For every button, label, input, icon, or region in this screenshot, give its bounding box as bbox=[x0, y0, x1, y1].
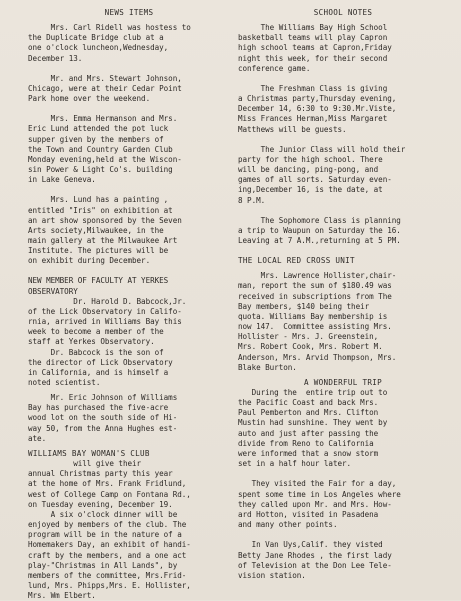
text-line: Betty Jane Rhodes , the first lady bbox=[238, 550, 392, 560]
text-line: The Williams Bay High School bbox=[238, 23, 388, 33]
news-item bbox=[238, 145, 448, 206]
text-line: Monday evening,held at the Wiscon- bbox=[28, 154, 182, 164]
news-item bbox=[238, 216, 448, 246]
text-line: games of all sorts. Saturday even- bbox=[238, 175, 392, 185]
text-line: quota. Williams Bay membership is bbox=[238, 311, 388, 321]
text-line: main gallery at the Milwaukee Art bbox=[28, 235, 178, 245]
text-line: at the home of Mrs. Frank Fridlund, bbox=[28, 479, 187, 489]
text-line: play-"Christmas in All Lands", by bbox=[28, 560, 178, 570]
red-cross-article bbox=[238, 271, 448, 373]
text-line bbox=[238, 530, 448, 540]
text-line: ate. bbox=[28, 433, 47, 443]
text-line: and many other points. bbox=[238, 520, 338, 530]
text-line: a trip to Waupun on Saturday the 16. bbox=[238, 225, 401, 235]
text-line: were informed that a snow storm bbox=[238, 448, 379, 458]
wonderful-trip-heading: A WONDERFUL TRIP bbox=[304, 377, 382, 387]
text-line: will give their bbox=[28, 459, 142, 469]
text-line: Mr. Eric Johnson of Williams bbox=[28, 393, 178, 403]
school-notes-column bbox=[238, 8, 448, 581]
text-line: Bay has purchased the five-acre bbox=[28, 403, 169, 413]
text-line: The Junior Class will hold their bbox=[238, 144, 406, 154]
text-line: conference game. bbox=[238, 63, 311, 73]
text-line: the director of Lick Observatory bbox=[28, 357, 173, 367]
text-line: basketball teams will play Capron bbox=[238, 33, 388, 43]
text-line: Mustin had sunshine. They went by bbox=[238, 418, 388, 428]
johnson-woodlot-article bbox=[28, 393, 230, 444]
text-line: vision station. bbox=[238, 570, 306, 580]
text-line: of Television at the Don Lee Tele- bbox=[238, 560, 392, 570]
text-line: on exhibit during December. bbox=[28, 256, 151, 266]
text-line: auto and just after passing the bbox=[238, 428, 379, 438]
text-line: an art show sponsored by the Seven bbox=[28, 215, 182, 225]
text-line: man, report the sum of $180.49 was bbox=[238, 281, 392, 291]
text-line: night this week, for their second bbox=[238, 53, 388, 63]
text-line: Hollister - Mrs. J. Greenstein, bbox=[238, 332, 379, 342]
text-line: staff at Yerkes Observatory. bbox=[28, 337, 155, 347]
text-line: craft by the members, and a one act bbox=[28, 550, 187, 560]
text-line: the Pacific Coast and back Mrs. bbox=[238, 398, 379, 408]
text-line: Dr. Harold D. Babcock,Jr. bbox=[28, 296, 187, 306]
text-line: During the entire trip out to bbox=[238, 388, 388, 397]
text-line: high school teams at Capron,Friday bbox=[238, 43, 392, 53]
text-line: The Sophomore Class is planning bbox=[238, 215, 401, 225]
text-line: 8 P.M. bbox=[238, 195, 266, 205]
text-line: A six o'clock dinner will be bbox=[28, 509, 178, 519]
text-line: week to become a member of the bbox=[28, 327, 164, 337]
text-line: party for the high school. There bbox=[238, 154, 383, 164]
text-line: Mrs. Carl Ridell was hostess to bbox=[28, 23, 191, 33]
text-line: December 13. bbox=[28, 53, 83, 63]
text-line: ing,December 16, is the date, at bbox=[238, 185, 383, 195]
text-line: on Tuesday evening, December 19. bbox=[28, 499, 173, 509]
text-line: Anderson, Mrs. Arvid Thompson, Mrs. bbox=[238, 352, 397, 362]
text-line: The Freshman Class is giving bbox=[238, 83, 388, 93]
text-line: wood lot on the south side of Hi- bbox=[28, 413, 178, 423]
text-line: Arts society,Milwaukee, in the bbox=[28, 225, 164, 235]
text-line: now 147. Committee assisting Mrs. bbox=[238, 322, 392, 332]
womans-club-article bbox=[28, 459, 230, 601]
text-line: in Lake Geneva. bbox=[28, 175, 96, 185]
text-line: Miss Frances Herman,Miss Margaret bbox=[238, 114, 388, 124]
text-line: Mrs. Emma Hermanson and Mrs. bbox=[28, 114, 178, 124]
text-line: Blake Burton. bbox=[238, 362, 297, 372]
text-line: annual Christmas party this year bbox=[28, 469, 173, 479]
text-line: supper given by the members of bbox=[28, 134, 164, 144]
text-line: Park home over the weekend. bbox=[28, 94, 151, 104]
text-line: Paul Pemberton and Mrs. Clifton bbox=[238, 408, 379, 418]
text-line: Mrs. Robert Cook, Mrs. Robert M. bbox=[238, 342, 383, 352]
womans-club-heading: WILLIAMS BAY WOMAN'S CLUB bbox=[28, 448, 150, 458]
news-items-list bbox=[28, 23, 230, 276]
text-line: Homemakers Day, an exhibit of handi- bbox=[28, 540, 191, 550]
text-line: set in a half hour later. bbox=[238, 459, 352, 469]
text-line: Leaving at 7 A.M.,returning at 5 PM. bbox=[238, 235, 401, 245]
text-line: Chicago, were at their Cedar Point bbox=[28, 83, 182, 93]
text-line: Dr. Babcock is the son of bbox=[28, 347, 164, 357]
heading-line: OBSERVATORY bbox=[28, 286, 78, 296]
text-line: of the Lick Observatory in Califo- bbox=[28, 306, 182, 316]
news-item bbox=[238, 23, 448, 74]
news-item bbox=[238, 84, 448, 135]
school-notes-heading: SCHOOL NOTES bbox=[313, 8, 373, 17]
text-line: they called upon Mr. and Mrs. How- bbox=[238, 499, 392, 509]
text-line: members of the committee, Mrs.Frid- bbox=[28, 570, 187, 580]
news-item bbox=[28, 74, 230, 104]
text-line: Mrs. Lund has a painting , bbox=[28, 195, 169, 205]
news-item bbox=[28, 114, 230, 185]
news-items-heading: NEWS ITEMS bbox=[104, 8, 154, 17]
text-line: In Van Uys,Calif. they visted bbox=[238, 540, 383, 550]
text-line: lund, Mrs. Phipps,Mrs. E. Hollister, bbox=[28, 580, 191, 590]
text-line: December 14, 6:30 to 9:30.Mr.Viste, bbox=[238, 104, 397, 114]
text-line: the Town and Country Garden Club bbox=[28, 144, 173, 154]
text-line: one o'clock luncheon,Wednesday, bbox=[28, 43, 169, 53]
text-line: enjoyed by members of the club. The bbox=[28, 520, 187, 530]
text-line: They visited the Fair for a day, bbox=[238, 479, 397, 489]
yerkes-heading bbox=[28, 276, 230, 296]
text-line: will be dancing, ping-pong, and bbox=[238, 165, 379, 175]
wonderful-trip-article bbox=[238, 388, 448, 581]
text-line: spent some time in Los Angeles where bbox=[238, 489, 401, 499]
text-line: Eric Lund attended the pot luck bbox=[28, 124, 169, 134]
text-line: Mrs. Lawrence Hollister,chair- bbox=[238, 271, 397, 281]
news-item bbox=[28, 23, 230, 64]
yerkes-article bbox=[28, 297, 230, 388]
text-line: Institute. The pictures will be bbox=[28, 246, 169, 256]
text-line: received in subscriptions from The bbox=[238, 291, 392, 301]
text-line: ard Hotton, visited in Pasadena bbox=[238, 509, 379, 519]
text-line: entitled "Iris" on exhibition at bbox=[28, 205, 173, 215]
text-line: Mr. and Mrs. Stewart Johnson, bbox=[28, 73, 182, 83]
text-line bbox=[238, 469, 448, 479]
text-line: a Christmas party,Thursday evening, bbox=[238, 94, 397, 104]
heading-line: NEW MEMBER OF FACULTY AT YERKES bbox=[28, 276, 169, 286]
school-notes-list bbox=[238, 23, 448, 256]
text-line: way 50, from the Anna Hughes est- bbox=[28, 423, 178, 433]
text-line: Matthews will be guests. bbox=[238, 124, 347, 134]
text-line: the Duplicate Bridge club at a bbox=[28, 33, 164, 43]
text-line: noted scientist. bbox=[28, 378, 101, 387]
text-line: Bay members, $140 being their bbox=[238, 301, 370, 311]
text-line: sin Power & Light Co's. building bbox=[28, 165, 173, 175]
text-line: divide from Reno to California bbox=[238, 438, 374, 448]
text-line: west of College Camp on Fontana Rd., bbox=[28, 489, 191, 499]
news-items-column bbox=[28, 8, 230, 601]
text-line: program will be in the nature of a bbox=[28, 530, 182, 540]
news-item bbox=[28, 195, 230, 266]
text-line: in California, and is himself a bbox=[28, 367, 169, 377]
text-line: Mrs. Wm Elbert. bbox=[28, 591, 96, 601]
red-cross-heading: THE LOCAL RED CROSS UNIT bbox=[238, 256, 355, 266]
text-line: rnia, arrived in Williams Bay this bbox=[28, 317, 182, 327]
